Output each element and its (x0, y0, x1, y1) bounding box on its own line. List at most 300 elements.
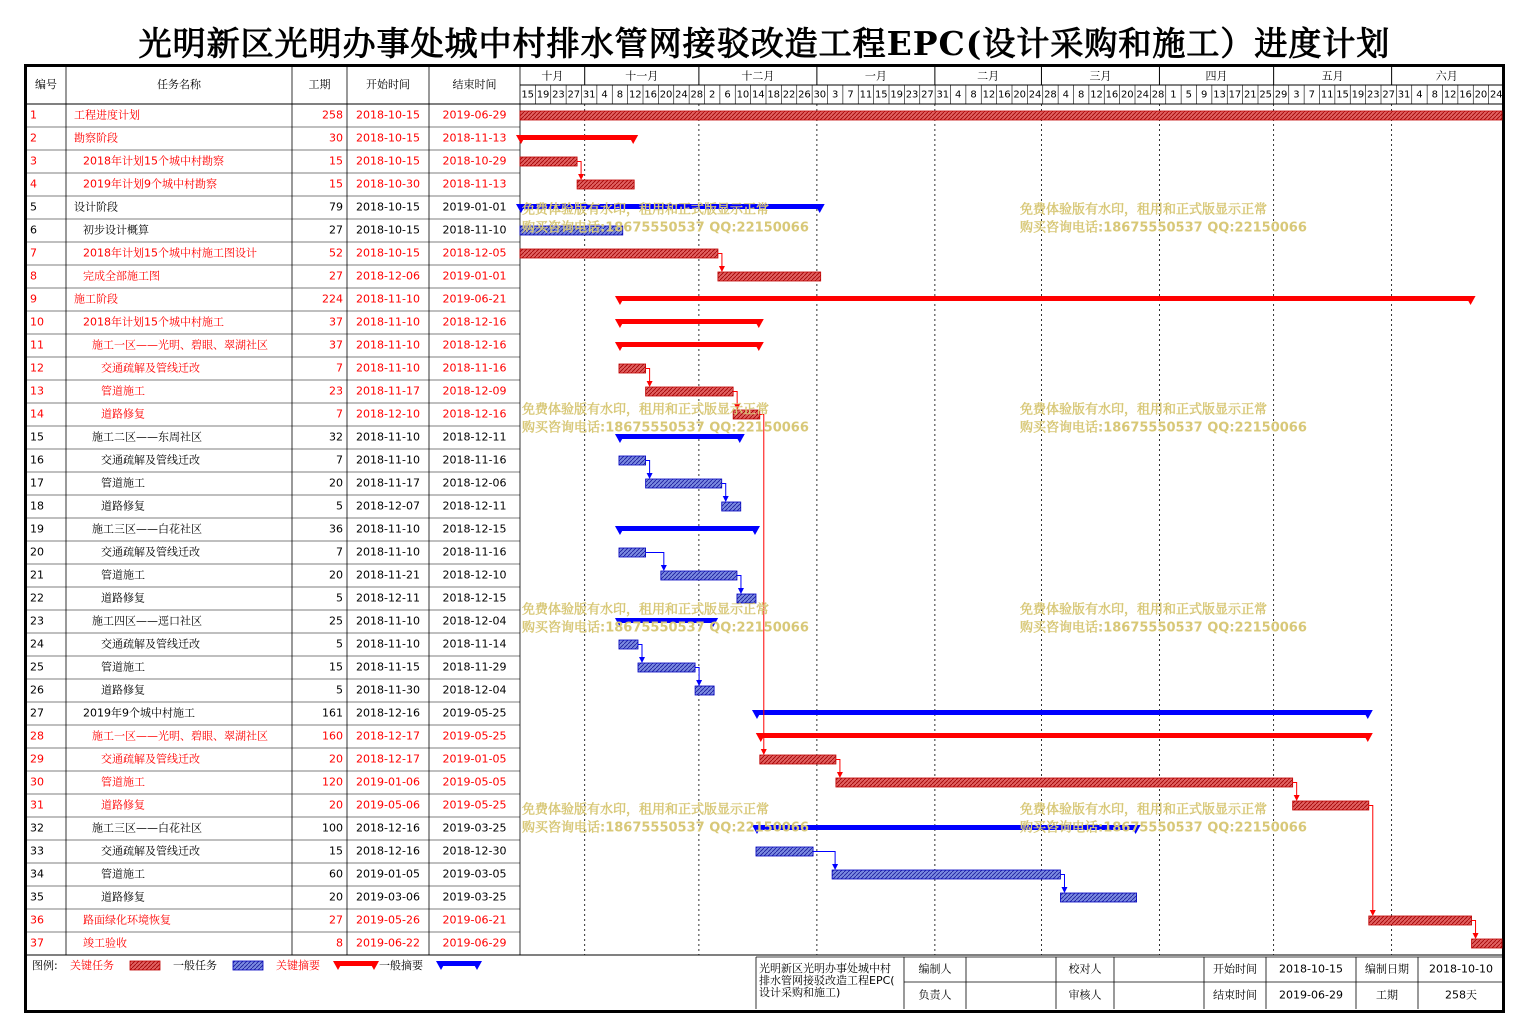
task-name: 交通疏解及管线迁改 (101, 844, 200, 858)
day-tick-label: 16 (997, 89, 1011, 101)
task-start: 2018-12-16 (356, 844, 420, 858)
day-tick-label: 24 (1028, 89, 1042, 101)
task-end: 2018-12-11 (442, 430, 507, 444)
watermark-line: 购买咨询电话:18675550537 QQ:22150066 (1020, 820, 1307, 836)
dependency-link (722, 484, 726, 498)
task-end: 2018-12-09 (442, 384, 507, 398)
month-label: 十二月 (741, 69, 775, 83)
task-name: 路面绿化环境恢复 (83, 913, 171, 927)
day-tick-label: 23 (905, 89, 919, 101)
task-bar (1472, 939, 1502, 948)
task-id: 19 (30, 522, 44, 536)
summary-bar (619, 342, 760, 347)
task-start: 2018-11-30 (356, 683, 420, 697)
watermark-line: 免费体验版有水印，租用和正式版显示正常 (1020, 402, 1268, 418)
day-tick-label: 13 (1213, 89, 1226, 101)
task-id: 27 (30, 706, 44, 720)
task-id: 29 (30, 752, 44, 766)
task-bar (836, 778, 1293, 787)
task-name: 管道施工 (101, 867, 145, 881)
footer-end-label: 结束时间 (1213, 988, 1257, 1002)
task-name: 施工三区——白花社区 (92, 522, 202, 536)
task-start: 2018-11-10 (356, 522, 420, 536)
day-tick-label: 11 (1320, 89, 1334, 101)
task-start: 2018-11-10 (356, 453, 420, 467)
task-name: 管道施工 (101, 568, 145, 582)
task-name: 初步设计概算 (83, 223, 149, 237)
summary-bar (756, 710, 1369, 715)
task-name: 2019年9个城中村施工 (83, 706, 195, 720)
dependency-link (1472, 921, 1476, 935)
day-tick-label: 4 (955, 89, 962, 101)
day-tick-label: 31 (936, 89, 950, 101)
task-name: 交通疏解及管线迁改 (101, 453, 200, 467)
task-duration: 258 (322, 108, 343, 122)
task-id: 28 (30, 729, 44, 743)
task-bar (520, 249, 718, 258)
day-tick-label: 27 (1382, 89, 1396, 101)
legend-label: 一般摘要 (379, 959, 423, 972)
task-end: 2018-11-29 (442, 660, 507, 674)
task-start: 2018-10-15 (356, 200, 420, 214)
task-name: 工程进度计划 (74, 108, 140, 122)
task-name: 道路修复 (101, 683, 145, 697)
task-end: 2018-11-13 (442, 177, 507, 191)
day-tick-label: 22 (782, 89, 796, 101)
task-id: 32 (30, 821, 44, 835)
day-tick-label: 28 (690, 89, 704, 101)
task-start: 2018-12-16 (356, 706, 420, 720)
legend-label: 关键摘要 (276, 959, 320, 972)
task-start: 2018-11-17 (356, 476, 420, 490)
watermark-line: 免费体验版有水印，租用和正式版显示正常 (1020, 202, 1268, 218)
task-duration: 32 (329, 430, 343, 444)
task-start: 2019-01-06 (356, 775, 420, 789)
task-end: 2018-12-30 (442, 844, 507, 858)
day-tick-label: 19 (536, 89, 550, 101)
month-label: 十一月 (625, 69, 659, 83)
dependency-arrow (647, 381, 653, 387)
day-tick-label: 1 (1170, 89, 1177, 101)
dependency-arrow (647, 473, 653, 479)
task-duration: 52 (329, 246, 343, 260)
month-label: 二月 (977, 69, 1000, 83)
day-tick-label: 2 (709, 89, 716, 101)
task-duration: 20 (329, 890, 343, 904)
day-tick-label: 24 (1489, 89, 1503, 101)
day-tick-label: 17 (1228, 89, 1242, 101)
task-bar (520, 157, 577, 166)
day-tick-label: 4 (1416, 89, 1423, 101)
header-duration: 工期 (308, 78, 331, 91)
dependency-arrow (578, 174, 584, 180)
task-start: 2019-05-06 (356, 798, 420, 812)
task-duration: 5 (336, 637, 343, 651)
task-end: 2018-12-10 (442, 568, 507, 582)
task-name: 完成全部施工图 (83, 269, 160, 283)
day-tick-label: 27 (921, 89, 934, 101)
day-tick-label: 4 (601, 89, 608, 101)
task-start: 2018-12-10 (356, 407, 420, 421)
task-duration: 27 (329, 269, 343, 283)
task-duration: 7 (336, 361, 343, 375)
task-duration: 5 (336, 591, 343, 605)
task-end: 2019-05-25 (442, 706, 507, 720)
task-start: 2018-11-10 (356, 637, 420, 651)
task-start: 2018-10-15 (356, 108, 420, 122)
task-bar (1293, 801, 1369, 810)
task-duration: 7 (336, 407, 343, 421)
task-id: 15 (30, 430, 44, 444)
dependency-arrow (639, 657, 645, 663)
dependency-arrow (832, 864, 838, 870)
watermark-line: 免费体验版有水印，租用和正式版显示正常 (522, 802, 770, 818)
task-id: 37 (30, 936, 44, 950)
task-end: 2018-12-15 (442, 591, 507, 605)
footer-auditor-label: 审核人 (1068, 988, 1102, 1002)
task-duration: 224 (322, 292, 343, 306)
task-duration: 100 (322, 821, 343, 835)
task-duration: 30 (329, 131, 343, 145)
day-tick-label: 18 (767, 89, 781, 101)
day-tick-label: 16 (644, 89, 658, 101)
dependency-arrow (719, 266, 725, 272)
dependency-link (577, 162, 581, 176)
task-id: 20 (30, 545, 44, 559)
task-start: 2018-11-10 (356, 361, 420, 375)
day-tick-label: 6 (724, 89, 731, 101)
task-start: 2018-12-06 (356, 269, 420, 283)
task-duration: 27 (329, 223, 343, 237)
legend-label: 关键任务 (70, 959, 114, 972)
legend-swatch (130, 961, 160, 970)
footer-start-value: 2018-10-15 (1279, 962, 1343, 976)
task-name: 施工一区——光明、碧眼、翠湖社区 (92, 729, 268, 743)
dependency-link (760, 415, 764, 751)
task-end: 2019-01-05 (442, 752, 507, 766)
task-id: 5 (30, 200, 37, 214)
task-start: 2019-01-05 (356, 867, 420, 881)
dependency-arrow (1473, 933, 1479, 939)
task-bar (722, 502, 741, 511)
day-tick-label: 20 (1120, 89, 1134, 101)
header-end: 结束时间 (452, 78, 497, 91)
task-start: 2018-12-11 (356, 591, 420, 605)
task-start: 2018-12-07 (356, 499, 420, 513)
task-end: 2018-12-04 (442, 683, 507, 697)
watermark-line: 购买咨询电话:18675550537 QQ:22150066 (522, 420, 809, 436)
dependency-link (737, 576, 741, 590)
task-bar (619, 548, 646, 557)
day-tick-label: 14 (751, 89, 765, 101)
day-tick-label: 12 (982, 89, 996, 101)
task-end: 2018-12-11 (442, 499, 507, 513)
task-id: 18 (30, 499, 44, 513)
task-start: 2018-10-15 (356, 131, 420, 145)
day-tick-label: 23 (552, 89, 565, 101)
task-id: 25 (30, 660, 44, 674)
footer-checker-label: 校对人 (1068, 962, 1102, 976)
day-tick-label: 24 (1136, 89, 1150, 101)
task-name: 交通疏解及管线迁改 (101, 361, 200, 375)
dependency-arrow (738, 588, 744, 594)
day-tick-label: 11 (859, 89, 873, 101)
day-tick-label: 3 (832, 89, 839, 101)
day-tick-label: 31 (582, 89, 596, 101)
task-name: 道路修复 (101, 591, 145, 605)
task-duration: 5 (336, 499, 343, 513)
day-tick-label: 29 (1274, 89, 1288, 101)
task-id: 14 (30, 407, 44, 421)
task-end: 2019-01-01 (442, 200, 507, 214)
day-tick-label: 15 (521, 89, 535, 101)
task-duration: 20 (329, 798, 343, 812)
task-bar (832, 870, 1060, 879)
day-tick-label: 5 (1185, 89, 1192, 101)
task-duration: 7 (336, 545, 343, 559)
task-start: 2018-10-30 (356, 177, 420, 191)
task-duration: 25 (329, 614, 343, 628)
task-end: 2018-11-10 (442, 223, 507, 237)
task-name: 施工四区——逕口社区 (92, 614, 202, 628)
day-tick-label: 28 (1044, 89, 1057, 101)
watermark-line: 免费体验版有水印，租用和正式版显示正常 (522, 602, 770, 618)
dependency-arrow (723, 496, 729, 502)
task-bar (619, 640, 638, 649)
task-name: 施工阶段 (74, 292, 118, 306)
day-tick-label: 8 (970, 89, 977, 101)
watermark-line: 购买咨询电话:18675550537 QQ:22150066 (522, 820, 809, 836)
task-id: 35 (30, 890, 44, 904)
day-tick-label: 21 (1243, 89, 1257, 101)
task-id: 4 (30, 177, 37, 191)
task-end: 2018-11-16 (442, 361, 507, 375)
footer-start-label: 开始时间 (1213, 962, 1257, 976)
watermark-line: 购买咨询电话:18675550537 QQ:22150066 (1020, 620, 1307, 636)
day-tick-label: 8 (616, 89, 624, 101)
dependency-arrow (1061, 887, 1067, 893)
task-start: 2018-11-10 (356, 545, 420, 559)
day-tick-label: 3 (1293, 89, 1300, 101)
task-name: 管道施工 (101, 775, 145, 789)
day-tick-label: 9 (1201, 89, 1208, 101)
header-name: 任务名称 (157, 78, 201, 91)
task-name: 2018年计划15个城中村施工 (83, 315, 224, 329)
day-tick-label: 12 (1090, 89, 1103, 101)
task-bar (646, 479, 722, 488)
day-tick-label: 19 (890, 89, 904, 101)
task-start: 2018-12-16 (356, 821, 420, 835)
task-duration: 15 (329, 660, 343, 674)
task-bar (1060, 893, 1136, 902)
task-name: 施工一区——光明、碧眼、翠湖社区 (92, 338, 268, 352)
day-tick-label: 12 (1443, 89, 1457, 101)
day-tick-label: 19 (1351, 89, 1365, 101)
task-name: 2018年计划15个城中村施工图设计 (83, 246, 257, 260)
task-duration: 27 (329, 913, 343, 927)
task-end: 2019-03-25 (442, 890, 507, 904)
task-end: 2018-12-06 (442, 476, 507, 490)
footer-project-name: 排水管网接驳改造工程EPC( (759, 974, 895, 987)
task-id: 12 (30, 361, 44, 375)
task-id: 13 (30, 384, 44, 398)
task-end: 2018-12-16 (442, 315, 507, 329)
task-id: 6 (30, 223, 37, 237)
task-duration: 15 (329, 177, 343, 191)
watermark-line: 免费体验版有水印，租用和正式版显示正常 (522, 402, 770, 418)
dependency-link (646, 369, 650, 383)
task-bar (695, 686, 714, 695)
dependency-arrow (661, 565, 667, 571)
task-end: 2019-06-29 (442, 936, 507, 950)
task-end: 2019-05-05 (442, 775, 507, 789)
day-tick-label: 23 (1366, 89, 1380, 101)
task-duration: 60 (329, 867, 343, 881)
task-name: 施工三区——白花社区 (92, 821, 202, 835)
footer-date-label: 编制日期 (1365, 962, 1409, 976)
task-start: 2018-11-10 (356, 292, 420, 306)
footer-date-value: 2018-10-10 (1429, 962, 1493, 976)
task-duration: 15 (329, 154, 343, 168)
day-tick-label: 7 (1308, 89, 1315, 101)
dependency-arrow (761, 749, 767, 755)
task-end: 2019-05-25 (442, 798, 507, 812)
task-duration: 20 (329, 476, 343, 490)
task-id: 10 (30, 315, 44, 329)
task-name: 道路修复 (101, 798, 145, 812)
task-id: 23 (30, 614, 44, 628)
day-tick-label: 15 (1336, 89, 1349, 101)
task-id: 3 (30, 154, 37, 168)
task-name: 勘察阶段 (74, 131, 118, 145)
task-bar (718, 272, 821, 281)
task-start: 2018-11-15 (356, 660, 420, 674)
day-tick-label: 10 (736, 89, 750, 101)
dependency-arrow (1370, 910, 1376, 916)
task-bar (661, 571, 737, 580)
header-start: 开始时间 (366, 78, 410, 91)
legend-swatch (233, 961, 263, 970)
task-end: 2018-11-16 (442, 545, 507, 559)
dependency-link (646, 461, 650, 475)
dependency-arrow (1294, 795, 1300, 801)
task-id: 16 (30, 453, 44, 467)
summary-bar (619, 319, 760, 324)
day-tick-label: 20 (1013, 89, 1027, 101)
task-start: 2018-10-15 (356, 154, 420, 168)
dependency-link (1060, 875, 1064, 889)
task-id: 22 (30, 591, 44, 605)
task-end: 2018-11-14 (442, 637, 507, 651)
legend-prefix: 图例: (32, 959, 58, 972)
day-tick-label: 16 (1105, 89, 1119, 101)
task-end: 2018-12-16 (442, 338, 507, 352)
task-name: 交通疏解及管线迁改 (101, 637, 200, 651)
month-label: 六月 (1435, 69, 1458, 83)
day-tick-label: 7 (847, 89, 854, 101)
task-name: 管道施工 (101, 476, 145, 490)
task-id: 24 (30, 637, 44, 651)
day-tick-label: 8 (1431, 89, 1438, 101)
task-bar (760, 755, 836, 764)
dependency-link (813, 852, 835, 866)
day-tick-label: 26 (798, 89, 811, 101)
dependency-link (695, 668, 699, 682)
legend-label: 一般任务 (173, 959, 217, 972)
summary-bar (760, 733, 1369, 738)
task-end: 2018-11-16 (442, 453, 507, 467)
task-end: 2019-01-01 (442, 269, 507, 283)
task-start: 2018-11-17 (356, 384, 420, 398)
task-id: 21 (30, 568, 44, 582)
task-id: 8 (30, 269, 37, 283)
day-tick-label: 16 (1459, 89, 1472, 101)
dependency-link (718, 254, 722, 268)
task-duration: 79 (329, 200, 343, 214)
task-id: 7 (30, 246, 37, 260)
task-duration: 160 (322, 729, 343, 743)
month-label: 一月 (864, 69, 887, 83)
task-id: 31 (30, 798, 44, 812)
footer-project-name: 光明新区光明办事处城中村 (759, 962, 891, 975)
task-bar (638, 663, 695, 672)
task-duration: 15 (329, 844, 343, 858)
task-name: 竣工验收 (83, 936, 127, 950)
month-label: 十月 (541, 69, 564, 83)
task-start: 2018-11-10 (356, 614, 420, 628)
task-start: 2019-05-26 (356, 913, 420, 927)
task-end: 2018-12-16 (442, 407, 507, 421)
footer-compiler-label: 编制人 (918, 962, 952, 976)
task-start: 2018-11-10 (356, 430, 420, 444)
task-start: 2019-06-22 (356, 936, 420, 950)
summary-bar (520, 135, 634, 140)
day-tick-label: 28 (1151, 89, 1165, 101)
task-bar (619, 456, 646, 465)
task-id: 30 (30, 775, 44, 789)
task-name: 2018年计划15个城中村勘察 (83, 154, 224, 168)
task-name: 道路修复 (101, 890, 145, 904)
dependency-link (1369, 806, 1373, 912)
summary-bar (619, 526, 756, 531)
task-name: 管道施工 (101, 660, 145, 674)
task-duration: 5 (336, 683, 343, 697)
day-tick-label: 4 (1062, 89, 1069, 101)
task-duration: 37 (329, 315, 343, 329)
task-end: 2018-12-05 (442, 246, 507, 260)
task-end: 2019-06-21 (442, 913, 507, 927)
watermark-line: 免费体验版有水印，租用和正式版显示正常 (522, 202, 770, 218)
project-bar (520, 111, 1502, 120)
footer-duration-label: 工期 (1376, 988, 1398, 1002)
watermark-line: 购买咨询电话:18675550537 QQ:22150066 (1020, 420, 1307, 436)
task-duration: 37 (329, 338, 343, 352)
day-tick-label: 31 (1397, 89, 1411, 101)
task-id: 17 (30, 476, 44, 490)
task-id: 26 (30, 683, 44, 697)
watermark-line: 免费体验版有水印，租用和正式版显示正常 (1020, 802, 1268, 818)
task-duration: 161 (322, 706, 343, 720)
watermark-line: 购买咨询电话:18675550537 QQ:22150066 (522, 620, 809, 636)
day-tick-label: 27 (567, 89, 581, 101)
month-label: 四月 (1205, 69, 1228, 83)
task-bar (619, 364, 646, 373)
header-id: 编号 (35, 78, 57, 91)
day-tick-label: 25 (1259, 89, 1273, 101)
task-id: 9 (30, 292, 37, 306)
task-end: 2019-06-21 (442, 292, 507, 306)
task-start: 2019-03-06 (356, 890, 420, 904)
